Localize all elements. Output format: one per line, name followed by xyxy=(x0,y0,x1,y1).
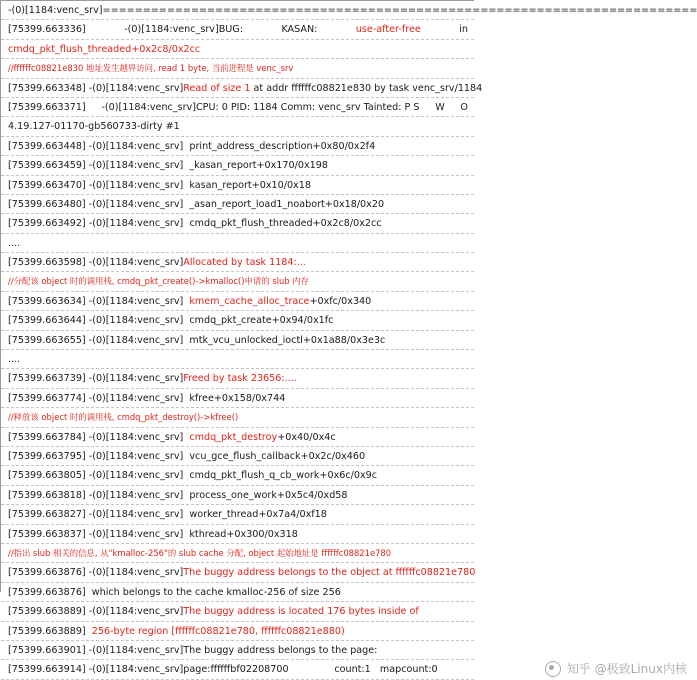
log-text: -(0)[1184:venc_srv] worker_thread+0x7a4/0xf18 xyxy=(85,509,327,521)
log-text: [75399.663784] xyxy=(8,431,86,443)
highlighted-text: cmdq_pkt_flush_threaded+0x2c8/0x2cc xyxy=(8,43,201,55)
log-text: [75399.663348] xyxy=(8,82,86,94)
log-text: .... xyxy=(8,354,21,366)
log-text: [75399.663876] xyxy=(8,586,86,598)
highlighted-text: kmem_cache_alloc_trace xyxy=(189,295,310,307)
log-text: [75399.663371] xyxy=(8,101,86,113)
log-text: +0x40/0x4c xyxy=(277,431,336,443)
log-text: -(0)[1184:venc_srv] process_one_work+0x5c4/0xd58 xyxy=(85,489,348,501)
log-line xyxy=(1,1,697,20)
log-text: -(0)[1184:venc_srv]page:ffffffbf02208700 xyxy=(85,664,289,676)
log-text: -(0)[1184:venc_srv]========================================================================== xyxy=(8,5,697,16)
log-line xyxy=(1,311,474,330)
watermark-logo-icon xyxy=(545,661,561,677)
log-text: KASAN: xyxy=(281,24,318,36)
log-line xyxy=(1,98,474,117)
log-text: [75399.663889] xyxy=(8,625,86,637)
log-text: -(0)[1184:venc_srv] xyxy=(85,373,184,385)
log-line xyxy=(1,156,474,175)
log-line xyxy=(1,234,474,253)
log-line xyxy=(1,331,474,350)
log-text: -(0)[1184:venc_srv] print_address_description+0x80/0x2f4 xyxy=(85,140,376,152)
log-text: [75399.663818] xyxy=(8,489,86,501)
log-text: W xyxy=(435,101,445,113)
watermark xyxy=(545,660,687,677)
highlighted-text: cmdq_pkt_destroy xyxy=(189,431,278,443)
log-text: -(0)[1184:venc_srv]The buggy address belongs to the page: xyxy=(85,644,378,656)
log-line xyxy=(1,137,474,156)
log-text: [75399.663795] xyxy=(8,450,86,462)
log-text: -(0)[1184:venc_srv] cmdq_pkt_flush_threaded+0x2c8/0x2cc xyxy=(85,218,382,230)
log-line xyxy=(1,563,474,582)
log-text: in xyxy=(459,24,468,36)
log-line xyxy=(1,389,474,408)
log-text: [75399.663774] xyxy=(8,392,86,404)
log-text: [75399.663459] xyxy=(8,160,86,172)
log-text: [75399.663889] xyxy=(8,606,86,618)
log-text: [75399.663805] xyxy=(8,470,86,482)
log-text: -(0)[1184:venc_srv] _asan_report_load1_noabort+0x18/0x20 xyxy=(85,198,385,210)
highlighted-text: The buggy address is located 176 bytes inside of xyxy=(183,606,419,618)
log-text: [75399.663492] xyxy=(8,218,86,230)
log-line xyxy=(1,176,474,195)
log-text: [75399.663914] xyxy=(8,664,86,676)
log-text: -(0)[1184:venc_srv] xyxy=(85,431,190,443)
log-text: -(0)[1184:venc_srv] _kasan_report+0x170/0x198 xyxy=(85,160,328,172)
annotation-line xyxy=(1,59,474,78)
log-line xyxy=(1,292,474,311)
log-text: [75399.663634] xyxy=(8,295,86,307)
log-text: -(0)[1184:venc_srv] cmdq_pkt_create+0x94/0x1fc xyxy=(85,315,334,327)
log-line xyxy=(1,583,474,602)
log-line xyxy=(1,505,474,524)
log-line xyxy=(1,622,474,641)
log-line xyxy=(1,40,474,59)
watermark-text: 知乎 @极致Linux内核 xyxy=(566,662,687,676)
annotation-line xyxy=(1,544,474,563)
log-line xyxy=(1,641,474,660)
highlighted-text: Freed by task 23656:.... xyxy=(183,373,297,385)
log-text: -(0)[1184:venc_srv] vcu_gce_flush_callback+0x2c/0x460 xyxy=(85,450,366,462)
log-text: -(0)[1184:venc_srv] mtk_vcu_unlocked_ioctl+0x1a88/0x3e3c xyxy=(85,334,386,346)
log-text: count:1 mapcount:0 xyxy=(288,664,438,676)
log-line xyxy=(1,79,483,98)
highlighted-text: Allocated by task 1184:... xyxy=(183,257,306,269)
log-text: [75399.663876] xyxy=(8,567,86,579)
log-text: -(0)[1184:venc_srv] kfree+0x158/0x744 xyxy=(85,392,286,404)
log-text: -(0)[1184:venc_srv]CPU: 0 PID: 1184 Comm: venc_srv Tainted: P S xyxy=(101,101,420,113)
log-text: +0xfc/0x340 xyxy=(309,295,372,307)
log-text: -(0)[1184:venc_srv] kasan_report+0x10/0x18 xyxy=(85,179,311,191)
log-text: [75399.663598] xyxy=(8,257,86,269)
log-text: [75399.663448] xyxy=(8,140,86,152)
log-text: [75399.663901] xyxy=(8,644,86,656)
log-text: [75399.663644] xyxy=(8,315,86,327)
log-line xyxy=(1,20,474,39)
highlighted-text: //分配该 object 时的调用栈, cmdq_pkt_create()->kmalloc()申请的 slub 内存 xyxy=(8,276,310,287)
log-text: -(0)[1184:venc_srv] xyxy=(85,295,190,307)
log-text: -(0)[1184:venc_srv] xyxy=(85,82,184,94)
log-text: which belongs to the cache kmalloc-256 of size 256 xyxy=(85,586,341,598)
highlighted-text: Read of size 1 xyxy=(183,82,251,94)
log-text: -(0)[1184:venc_srv] xyxy=(85,606,184,618)
log-text: [75399.663470] xyxy=(8,179,86,191)
annotation-line xyxy=(1,408,474,427)
log-text: -(0)[1184:venc_srv] kthread+0x300/0x318 xyxy=(85,528,298,540)
log-text: 4.19.127-01170-gb560733-dirty #1 xyxy=(8,121,180,133)
log-text: -(0)[1184:venc_srv] cmdq_pkt_flush_q_cb_work+0x6c/0x9c xyxy=(85,470,378,482)
log-line xyxy=(1,214,474,233)
log-line xyxy=(1,447,474,466)
log-line xyxy=(1,253,474,272)
log-text: [75399.663655] xyxy=(8,334,86,346)
highlighted-text: //指出 slub 相关的信息, 从"kmalloc-256"的 slub cache 分配, object 起始地址是 ffffffc08821e780 xyxy=(8,547,392,558)
log-text: [75399.663827] xyxy=(8,509,86,521)
log-line xyxy=(1,486,474,505)
log-line xyxy=(1,660,474,679)
log-line xyxy=(1,525,474,544)
log-line xyxy=(1,428,474,447)
log-text: O xyxy=(460,101,468,113)
log-line xyxy=(1,117,474,136)
log-text: -(0)[1184:venc_srv]BUG: xyxy=(124,24,243,36)
log-text: [75399.663739] xyxy=(8,373,86,385)
highlighted-text: //释放该 object 时的调用栈, cmdq_pkt_destroy()->kfree() xyxy=(8,412,239,423)
highlighted-text: 256-byte region [ffffffc08821e780, ffffffc08821e880) xyxy=(85,625,345,637)
log-line xyxy=(1,350,474,369)
log-text: at addr ffffffc08821e830 by task venc_srv/1184 xyxy=(250,82,483,94)
log-line xyxy=(1,602,474,621)
log-text: [75399.663837] xyxy=(8,528,86,540)
log-line xyxy=(1,466,474,485)
log-text: -(0)[1184:venc_srv] xyxy=(85,257,184,269)
log-text: [75399.663480] xyxy=(8,198,86,210)
annotation-line xyxy=(1,272,474,291)
highlighted-text: //ffffffc08821e830 地址发生越界访问, read 1 byte, 当前进程是 venc_srv xyxy=(8,63,294,74)
highlighted-text: use-after-free xyxy=(355,24,421,36)
log-text: -(0)[1184:venc_srv] xyxy=(85,567,184,579)
log-line xyxy=(1,195,474,214)
highlighted-text: The buggy address belongs to the object at ffffffc08821e780 xyxy=(183,567,476,579)
log-line xyxy=(1,369,474,388)
log-text: [75399.663336] xyxy=(8,24,86,36)
log-text: .... xyxy=(8,237,21,249)
